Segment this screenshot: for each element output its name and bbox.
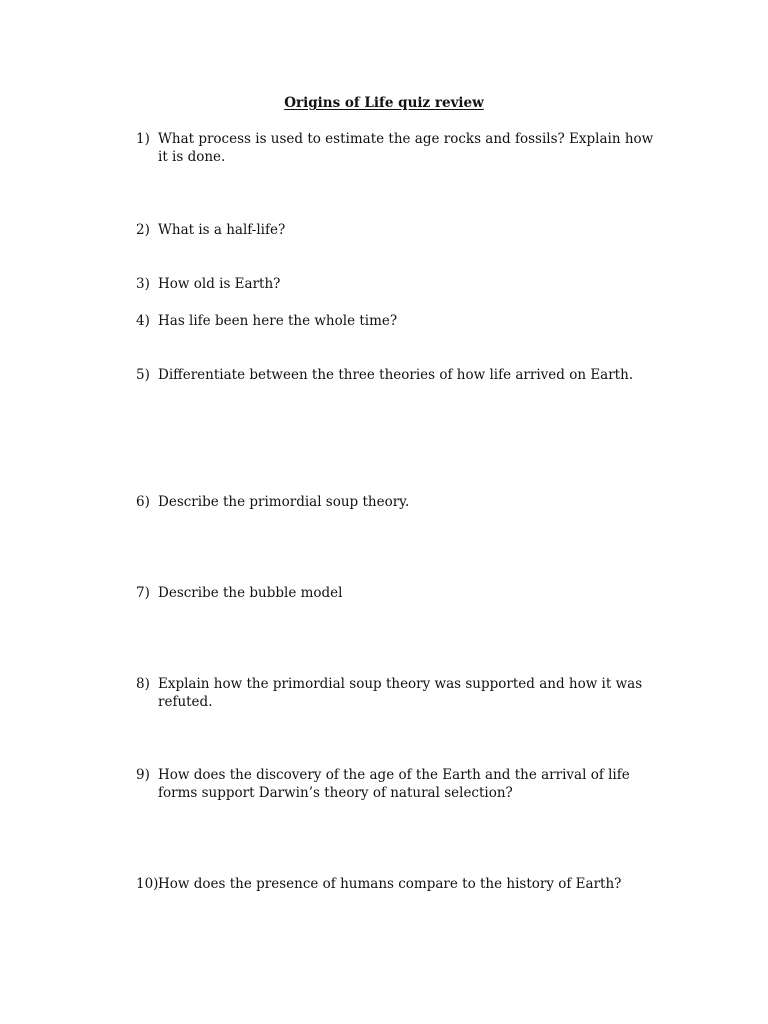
question-text: Explain how the primordial soup theory was supported and how it was refuted. (158, 676, 643, 710)
question-text: Differentiate between the three theories of how life arrived on Earth. (158, 367, 634, 383)
question-text: Has life been here the whole time? (158, 313, 398, 329)
question-9 (136, 766, 656, 802)
document-title: Origins of Life quiz review (284, 95, 484, 111)
question-5 (136, 366, 656, 384)
question-number: 3) (136, 276, 150, 292)
question-2 (136, 221, 656, 239)
question-number: 9) (136, 767, 150, 783)
question-6 (136, 493, 656, 511)
question-1 (136, 130, 656, 166)
question-text: Describe the bubble model (158, 585, 343, 601)
question-4 (136, 312, 656, 330)
question-text: Describe the primordial soup theory. (158, 494, 410, 510)
question-7 (136, 584, 656, 602)
question-8 (136, 675, 656, 711)
question-number: 4) (136, 313, 150, 329)
question-text: How does the discovery of the age of the Earth and the arrival of life forms support Darwin’s theory of natural selection? (158, 767, 630, 801)
question-text: How does the presence of humans compare to the history of Earth? (158, 876, 622, 892)
question-text: How old is Earth? (158, 276, 281, 292)
question-number: 5) (136, 367, 150, 383)
question-number: 2) (136, 222, 150, 238)
question-10 (136, 875, 656, 893)
question-text: What is a half-life? (158, 222, 286, 238)
question-number: 6) (136, 494, 150, 510)
question-number: 7) (136, 585, 150, 601)
question-3 (136, 275, 656, 293)
question-number: 1) (136, 131, 150, 147)
question-number: 8) (136, 676, 150, 692)
question-number: 10) (136, 876, 159, 892)
question-text: What process is used to estimate the age rocks and fossils? Explain how it is done. (158, 131, 654, 165)
